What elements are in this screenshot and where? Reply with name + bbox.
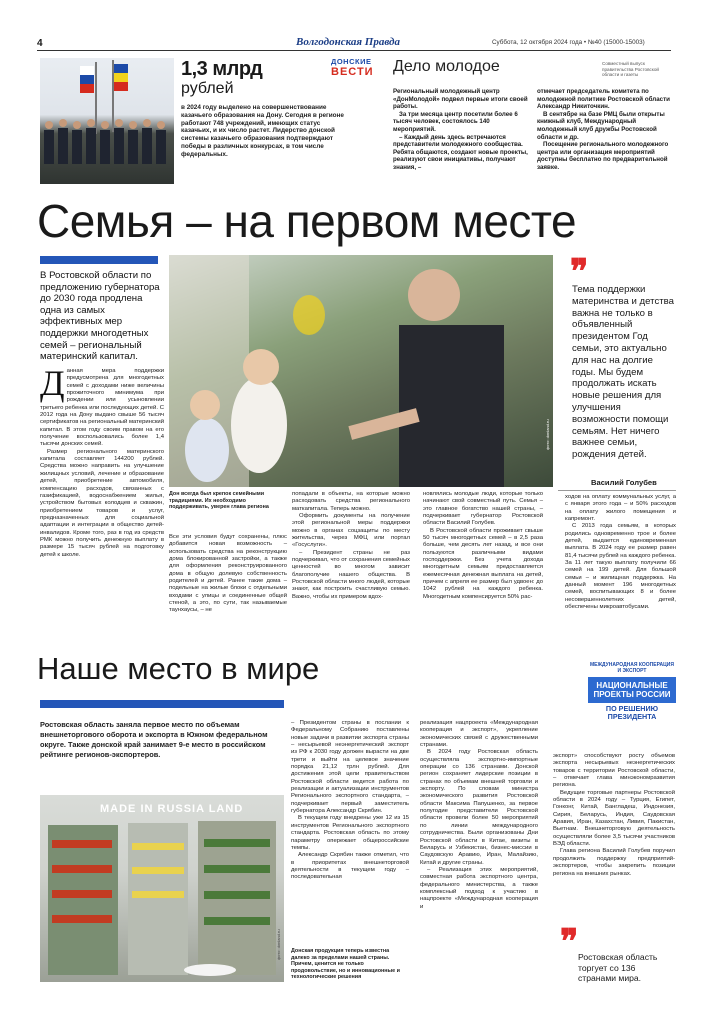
photo-sign: MADE IN RUSSIA LAND bbox=[100, 803, 244, 815]
teaser-amount: 1,3 млрд bbox=[181, 58, 263, 80]
article2-col4: экспорт» способствуют росту объемов экспорта несырьевых неэнергетических товаров с территории Ростовской области, – отмечает глава минэкономразвития региона. Ведущие торговые партнеры Ростовской области в 2024 году – Турция, Египет, Гонконг, Китай, Бангладеш, Индонезия, Сирия, Беларусь, Индия, Саудовская Аравия, Иран, Казахстан, Ливия, Пакистан, Вьетнам. Внешнеторговую деятельность осуществляли более 3,5 тысячи участников ВЭД области. Глава региона Василий Голубев поручил продолжить поддержку предприятий-экспортеров, чтобы закрепить позиции региона на внешних рынках. bbox=[553, 753, 675, 877]
teaser2-col1: Региональный молодежный центр «ДонМолодой» подвел первые итоги своей работы. За три месяца центр посетили более 6 тысяч человек, состоялось 140 мероприятий. – Каждый день здесь встречаются представители молодежного сообщества. Ребята общаются, создают новые проекты, реализуют свои инициативы, получают знания, – bbox=[393, 88, 528, 171]
article1-col4: новлялись молодые люди, которые только начинают свой совместный путь. Семья – это главное богатство нашей страны, – подчеркивает губернатор Ростовской области Василий Голубев. В Ростовской области проживает свыше 50 тысяч многодетных семей – в 2,5 раза больше, чем десять лет назад, и все они пользуются различными видами господдержки. Без учета дохода многодетным семьям предоставляется ежемесячная денежная выплата на детей, причем с апреля ее размер был удвоен: до 1042 рублей на каждого ребенка. Многодетным компенсируется 50% рас- bbox=[423, 491, 543, 600]
article1-headline: Семья – на первом месте bbox=[37, 195, 577, 247]
badge-main: НАЦИОНАЛЬНЫЕ ПРОЕКТЫ РОССИИ bbox=[588, 677, 676, 703]
flags-illustration bbox=[40, 58, 174, 184]
joint-issue: Совместный выпуск правительства Ростовской области и газеты bbox=[602, 61, 659, 77]
issue-info: Суббота, 12 октября 2024 года • №40 (15000-15003) bbox=[492, 39, 645, 46]
logo-bottom: ВЕСТИ bbox=[331, 66, 374, 78]
export-stand-illustration bbox=[40, 795, 284, 982]
teaser-unit: рублей bbox=[181, 80, 234, 97]
logo-top: ДОНСКИЕ bbox=[331, 57, 372, 66]
header-rule bbox=[37, 50, 671, 51]
article2-lead: Ростовская область заняла первое место по объемам внешнеторгового оборота и экспорта в Южном федеральном округе. Также донской край занимает 9-е место в российском рейтинге регионов-экспортеров. bbox=[40, 720, 268, 759]
governor-photo bbox=[169, 255, 553, 487]
donskie-vesti-logo bbox=[331, 57, 383, 83]
article1-quote: Тема поддержки материнства и детства важна не только в объявленный президентом Год семьи, это актуально для нас на долгие годы. Мы будем продолжать искать новые решения для улучшения возможности помощи семьям. Нет ничего важнее семьи, рождения детей. bbox=[572, 284, 674, 461]
teaser-text: в 2024 году выделено на совершенствование казачьего образования на Дону. Сегодня в регионе работают 748 учреждений, имеющих статус казачьих, и их число растет. Лидерство донской системы казачьего образования подтверждают победы в различных конкурсах, в том числе федеральных. bbox=[181, 104, 344, 158]
article2-quote: Ростовская область торгует со 136 странами мира. bbox=[578, 952, 658, 983]
article1-col3: попадали в объекты, на которые можно расходовать средства регионального маткапитала. Теперь можно. Оформить документы на получение этой региональной меры поддержки можно в органах соцзащиты по месту жительства, через МФЦ или портал «Госуслуги». – Президент страны не раз подчеркивал, что от сохранения семейных ценностей во многом зависит благополучие нашего общества. В Ростовской области много людей, которые знают, как построить счастливую семью. Важно, чтобы их примером вдох- bbox=[292, 491, 410, 600]
cossacks-photo bbox=[40, 58, 174, 184]
article2-photo-credit: фото: donland.ru bbox=[276, 929, 281, 960]
article1-col1: Данная мера поддержки предусмотрена для многодетных семей с доходами ниже величины прожиточного минимума при рождении или усыновлении третьего ребенка или последующих детей. С 2012 года на Дону выдано свыше 56 тысяч сертификатов на региональный материнский капитал. В этом году своим правом на его получение воспользовались более 1,4 тысячи донских семей. Размер регионального материнского капитала составляет 144200 рублей. Средства можно направить на улучшение жилищных условий, лечение и образование детей, приобретение автомобиля, компенсацию расходов, связанных с газификацией, водоснабжением жилья, устройством бытовых колодцев и скважин, приобретением товаров и услуг, предназначенных для социальной адаптации и интеграции в общество детей-инвалидов. Кроме того, раз в год из средств РМК можно получить денежную выплату в размере 15 тысяч рублей на подготовку детей к школе. bbox=[40, 363, 164, 558]
page-number: 4 bbox=[37, 38, 43, 49]
article2-col3: реализация нацпроекта «Международная кооперация и экспорт», укрепление экономических связей с дружественными странами. В 2024 году Ростовская область осуществляла экспортно-импортные операции со 136 странами. Донской регион сохраняет лидерские позиции в странах по объемам внешней торговли и экспорту. По словам министра экономического развития Ростовской области Максима Папушенко, за первое полугодие представители Ростовской области провели более 50 мероприятий по линии международного сотрудничества. Были организованы Дни Ростовской области в Китае, визиты в Беларусь и Узбекистан, бизнес-миссии в Саудовскую Аравию, Иран, Малайзию, Китай и другие страны. – Реализация этих мероприятий, совместная работа экспортного центра, федерального министерства, а также комплексный подход к участию в нацпроекте «Международная кооперация и bbox=[420, 720, 538, 910]
badge-top: МЕЖДУНАРОДНАЯ КООПЕРАЦИЯ И ЭКСПОРТ bbox=[590, 662, 674, 674]
article1-col2: Все эти условия будут сохранены, плюс добавится новая возможность – использовать средства на реконструкцию дома блокированной застройки, а также для оформления реконструированного дома в общую долевую собственность родителей и детей. Ранее такие дома – подельные на жилые блоки с отдельными входами с улицы и соединенные общей стеной, а это, по сути, так называемые таунхаусы, – не bbox=[169, 534, 287, 614]
national-projects-badge bbox=[588, 662, 676, 734]
photo-illustration bbox=[169, 255, 553, 487]
quote-mark-icon: ❞ bbox=[570, 254, 589, 291]
blue-bar bbox=[40, 256, 158, 264]
dropcap: Д bbox=[40, 363, 65, 403]
teaser2-title: Дело молодое bbox=[393, 58, 500, 75]
quote-author: Василий Голубев bbox=[591, 478, 657, 487]
article1-col5: ходов на оплату коммунальных услуг, а с января этого года – и 50% расходов на оплату жилого помещения и капремонт. С 2013 года семьям, в которых родились одновременно трое и более детей, выдается единовременная выплата. В 2024 году ее размер равен 81,4 тысячи рублей на каждого ребенка. За 11 лет такую выплату получили 66 семей на 199 детей. Для большой семьи – и жилищная поддержка. На данный момент 196 многодетных семей, воспитывающих 8 и более несовершеннолетних детей, обеспечены микроавтобусами. bbox=[565, 494, 676, 611]
article1-photo-credit: фото: donland.ru bbox=[545, 419, 550, 450]
masthead: Волгодонская Правда bbox=[296, 36, 401, 48]
article1-lead: В Ростовской области по предложению губернатора до 2030 года продлена одна из самых эффективных мер поддержки многодетных семей – региональный материнский капитал. bbox=[40, 270, 160, 363]
badge-bottom: ПО РЕШЕНИЮ ПРЕЗИДЕНТА bbox=[605, 704, 659, 721]
article2-col2: – Президентом страны в послании к Федеральному Собранию поставлены новые задачи в развитии экспорта страны – несырьевой неэнергетический экспорт из РФ к 2030 году должен вырасти на две трети и выйти на целевое значение порядка 21,12 трлн рублей. Для достижения этой цели правительством Ростовской области ведется работа по реализации и актуализации инструментов Регионального экспортного стандарта, – подчеркивает первый заместитель губернатора Александр Скрябин. В текущем году внедрены уже 12 из 15 инструментов Регионального экспортного стандарта. Ростовская область по этому параметру опережает общероссийские темпы. Александр Скрябин также отметил, что в приоритетах внешнеторговой деятельности в текущем году – последовательная bbox=[291, 720, 409, 881]
article1-photo-caption: Дон всегда был крепок семейными традициями. Их необходимо поддерживать, уверен глава региона bbox=[169, 491, 269, 511]
teaser2-col2: отмечает председатель комитета по молодежной политике Ростовской области Александр Никиточкин. В сентябре на базе РМЦ были открыты книжный клуб, Международный молодежный клуб дружбы Ростовской области и др. Посещение регионального молодежного центра или организация мероприятий доступны бесплатно по предварительной заявке. bbox=[537, 88, 670, 171]
export-photo bbox=[40, 795, 284, 982]
quote-rule bbox=[558, 490, 676, 491]
article2-photo-caption: Донская продукция теперь известна далеко за пределами нашей страны. Причем, ценится не только продовольствие, но и инновационные и технологические решения bbox=[291, 948, 400, 981]
quote-mark-icon-2: ❞ bbox=[560, 924, 579, 961]
article2-headline: Наше место в мире bbox=[37, 651, 320, 686]
blue-bar-2 bbox=[40, 700, 284, 708]
